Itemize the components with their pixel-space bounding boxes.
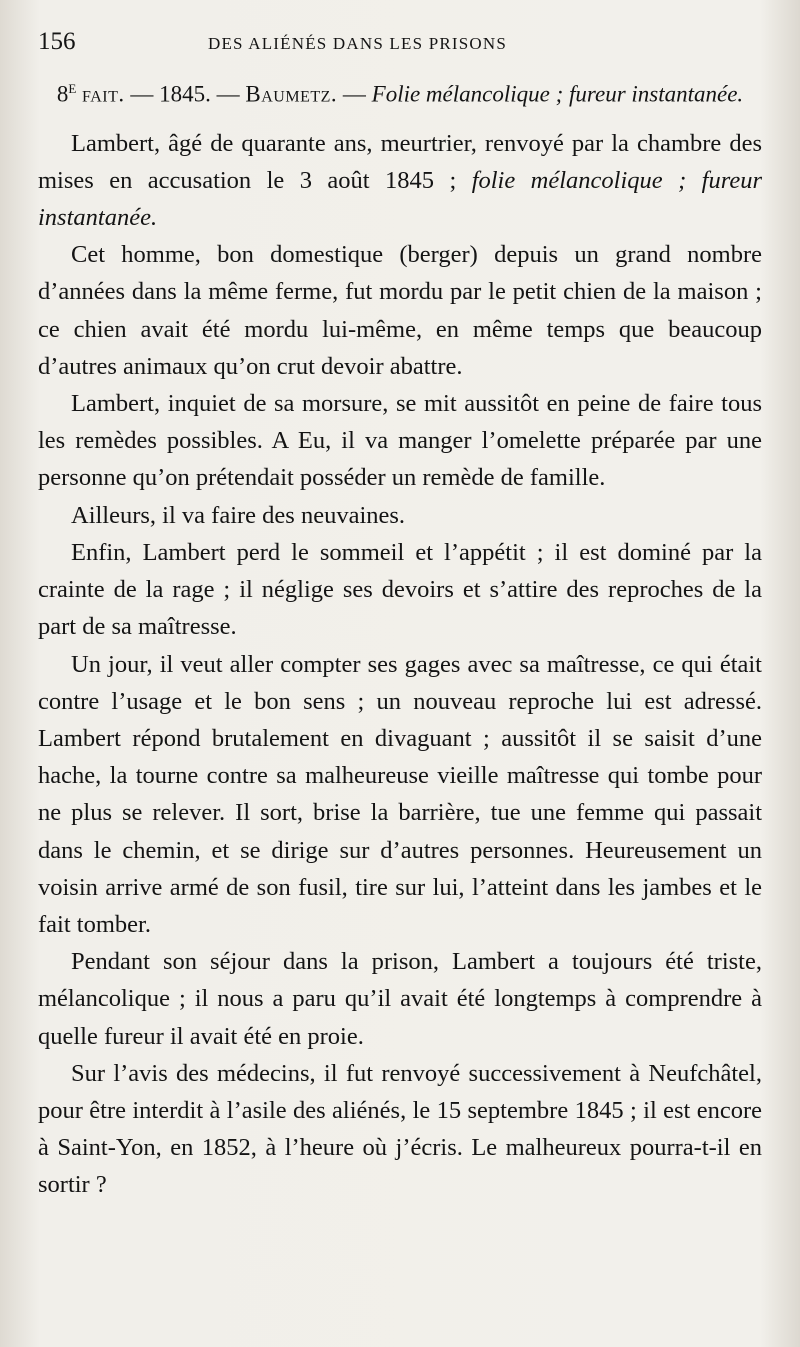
case-heading: [38, 70, 762, 113]
paragraph-1-diagnosis: folie mélancolique ; fureur instantanée.: [38, 166, 763, 232]
body-text: [38, 125, 762, 1204]
page-number: 156: [38, 28, 76, 55]
paragraph-5: Enfin, Lambert perd le sommeil et l’appétit ; il est dominé par la crainte de la rage ; il néglige ses devoirs et s’attire des reproches de la part de sa maîtresse.: [38, 538, 762, 641]
case-ordinal: e: [68, 77, 77, 98]
running-title: DES ALIÉNÉS DANS LES PRISONS: [208, 34, 508, 53]
case-dash-3: —: [337, 81, 372, 107]
case-year: 1845.: [159, 81, 211, 107]
paragraph-4: Ailleurs, il va faire des neuvaines.: [71, 501, 406, 529]
case-dash-2: —: [210, 81, 246, 107]
paragraph-1-text: Lambert, âgé de quarante ans, meurtrier, renvoyé par la chambre des mises en accusation le 3 août 1845 ;: [38, 129, 762, 194]
case-dash-1: —: [124, 81, 160, 107]
paragraph-6: Un jour, il veut aller compter ses gages avec sa maîtresse, ce qui était contre l’usage et le bon sens ; un nouveau reproche lui est adressé. Lambert répond brutalement en divaguant ; aussitôt il se saisit d’une hache, la tourne contre sa malheureuse vieille maîtresse qui tombe pour ne plus se relever. Il sort, brise la barrière, tue une femme qui passait dans le chemin, et se dirige sur d’autres personnes. Heureusement un voisin arrive armé de son fusil, tire sur lui, l’atteint dans les jambes et le fait tomber.: [38, 650, 762, 938]
case-name: Baumetz.: [245, 81, 338, 107]
case-diagnosis: Folie mélancolique ; fureur instantanée.: [371, 81, 744, 107]
case-fait-label: fait.: [82, 81, 125, 107]
paragraph-3: Lambert, inquiet de sa morsure, se mit aussitôt en peine de faire tous les remèdes possibles. A Eu, il va manger l’omelette préparée par une personne qu’on prétendait posséder un remède de famille.: [38, 390, 762, 492]
paragraph-2: Cet homme, bon domestique (berger) depuis un grand nombre d’années dans la même ferme, fut mordu par le petit chien de la maison ; ce chien avait été mordu lui-même, en même temps que beaucoup d’autres animaux qu’on crut devoir abattre.: [38, 241, 762, 380]
case-number: 8: [56, 81, 69, 107]
paragraph-1: [38, 125, 762, 237]
paragraph-8: Sur l’avis des médecins, il fut renvoyé successivement à Neufchâtel, pour être interdit à l’asile des aliénés, le 15 septembre 1845 ; il est encore à Saint-Yon, en 1852, à l’heure où j’écris. Le malheureux pourra-t-il en sortir ?: [38, 1059, 762, 1199]
paragraph-7: Pendant son séjour dans la prison, Lambert a toujours été triste, mélancolique ; il nous a paru qu’il avait été longtemps à comprendre à quelle fureur il avait été en proie.: [38, 948, 762, 1050]
running-head: [38, 28, 762, 64]
